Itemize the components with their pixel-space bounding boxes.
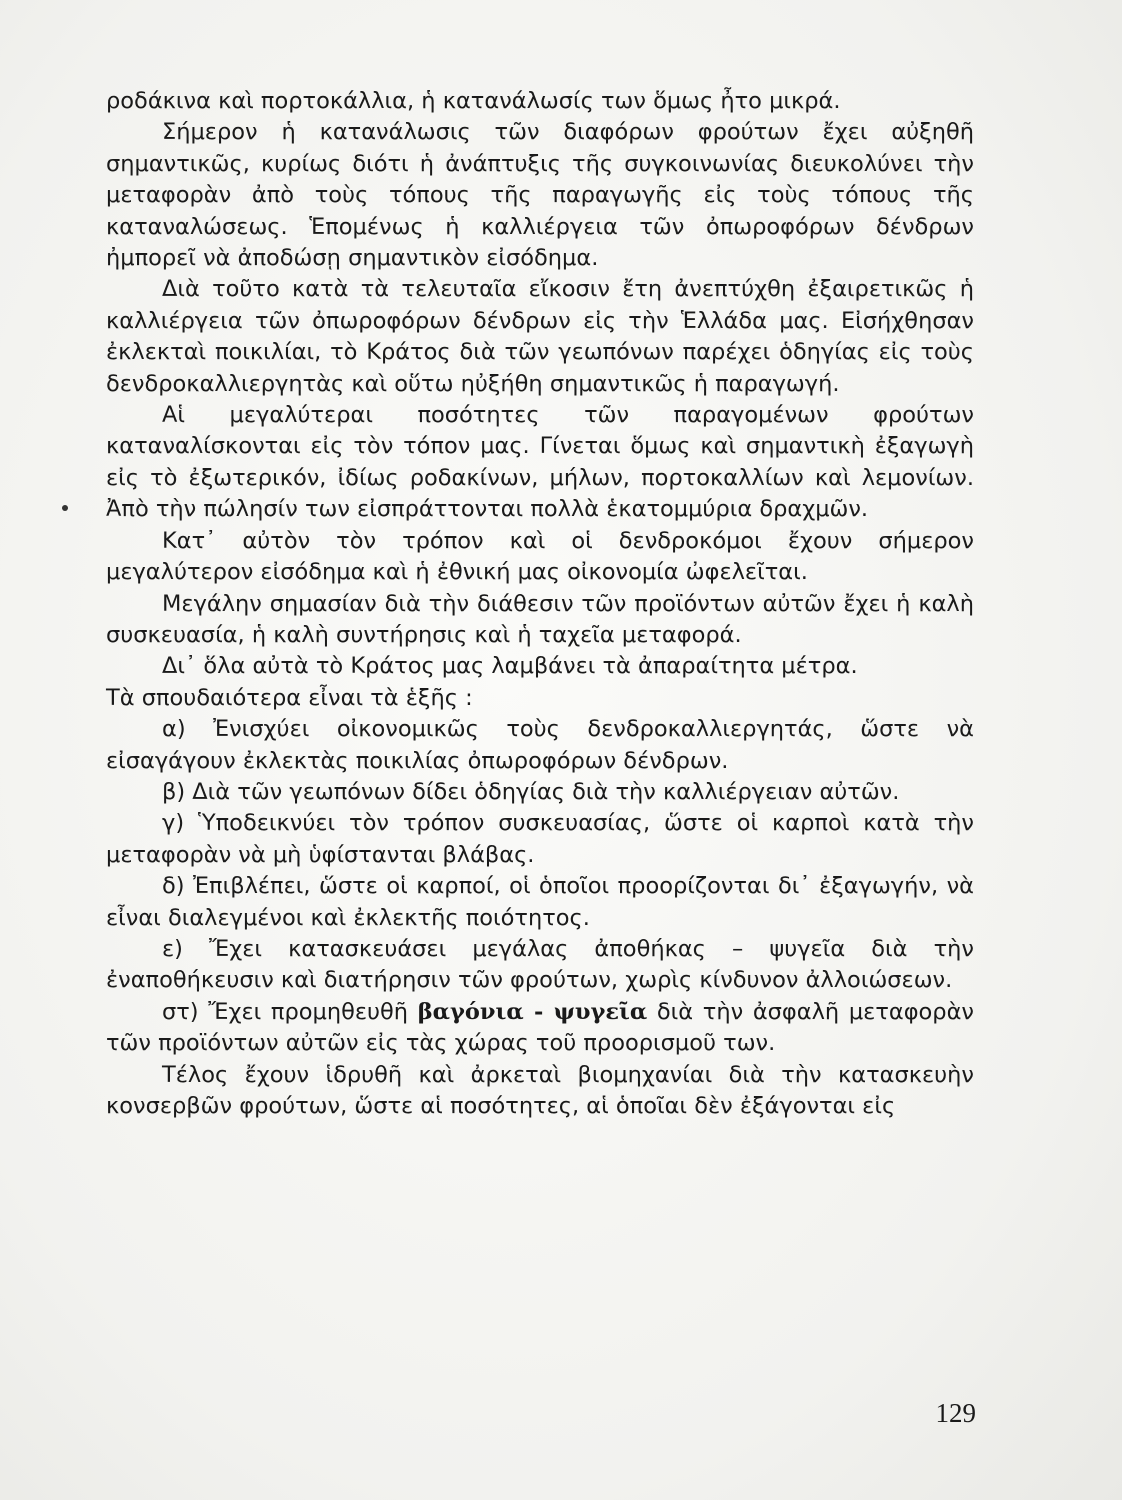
list-item-c: γ) Ὑποδεικνύει τὸν τρόπον συσκευασίας, ὥστε οἱ καρποὶ κατὰ τὴν μεταφορὰν νὰ μὴ ὑφίστανται βλάβας. (106, 810, 974, 868)
paragraph-canneries: Τέλος ἔχουν ἱδρυθῆ καὶ ἀρκεταὶ βιομηχανίαι διὰ τὴν κατασκευὴν κονσερβῶν φρούτων, ὥστε αἱ ποσότητες, αἱ ὁποῖαι δὲν ἐξάγονται εἰς (106, 1061, 974, 1119)
list-item-st (106, 997, 974, 1060)
list-item-a: α) Ἐνισχύει οἰκονομικῶς τοὺς δενδροκαλλιεργητάς, ὥστε νὰ εἰσαγάγουν ἐκλεκτὰς ποικιλίας ὀπωροφόρων δένδρων. (106, 716, 974, 774)
paragraph-exports: Αἱ μεγαλύτεραι ποσότητες τῶν παραγομένων φρούτων καταναλίσκονται εἰς τὸν τόπον μας. Γίνεται ὅμως καὶ σημαντικὴ ἐξαγωγὴ εἰς τὸ ἐξωτερικόν, ἰδίως ροδακίνων, μήλων, πορτοκαλλίων καὶ λεμονίων. Ἀπὸ τὴν πώλησίν των εἰσπράττονται πολλὰ ἑκατομμύρια δραχμῶν. (106, 402, 974, 523)
page-body-text (106, 86, 974, 1122)
paragraph-list-intro: Τὰ σπουδαιότερα εἶναι τὰ ἑξῆς : (106, 684, 473, 711)
paragraph-consumption: Σήμερον ἡ κατανάλωσις τῶν διαφόρων φρούτων ἔχει αὐξηθῆ σημαντικῶς, κυρίως διότι ἡ ἀνάπτυξις τῆς συγκοινωνίας διευκολύνει τὴν μεταφορὰν ἀπὸ τοὺς τόπους τῆς παραγωγῆς εἰς τοὺς τόπους τῆς καταναλώσεως. Ἑπομένως ἡ καλλιέργεια τῶν ὀπωροφόρων δένδρων ἠμπορεῖ νὰ ἀποδώσῃ σημαντικὸν εἰσόδημα. (106, 119, 974, 272)
list-item-e: ε) Ἔχει κατασκευάσει μεγάλας ἀποθήκας – ψυγεῖα διὰ τὴν ἐναποθήκευσιν καὶ διατήρησιν τῶν φρούτων, χωρὶς κίνδυνον ἀλλοιώσεων. (106, 935, 974, 994)
list-item-d: δ) Ἐπιβλέπει, ὥστε οἱ καρποί, οἱ ὁποῖοι προορίζονται δι᾽ ἐξαγωγήν, νὰ εἶναι διαλεγμένοι καὶ ἐκλεκτῆς ποιότητος. (106, 873, 974, 931)
paragraph-income: Κατ᾽ αὐτὸν τὸν τρόπον καὶ οἱ δενδροκόμοι ἔχουν σήμερον μεγαλύτερον εἰσόδημα καὶ ἡ ἐθνική μας οἰκονομία ὠφελεῖται. (106, 527, 974, 586)
paragraph-state-measures: Δι᾽ ὅλα αὐτὰ τὸ Κράτος μας λαμβάνει τὰ ἀπαραίτητα μέτρα. (162, 653, 858, 680)
list-item-st-bold-term: βαγόνια - ψυγεῖα (417, 998, 648, 1025)
paragraph-packaging: Μεγάλην σημασίαν διὰ τὴν διάθεσιν τῶν προϊόντων αὐτῶν ἔχει ἡ καλὴ συσκευασία, ἡ καλὴ συντήρησις καὶ ἡ ταχεῖα μεταφορά. (106, 590, 974, 648)
paragraph-cultivation-growth: Διὰ τοῦτο κατὰ τὰ τελευταῖα εἴκοσιν ἔτη ἀνεπτύχθη ἐξαιρετικῶς ἡ καλλιέργεια τῶν ὀπωροφόρων δένδρων εἰς τὴν Ἑλλάδα μας. Εἰσήχθησαν ἐκλεκταὶ ποικιλίαι, τὸ Κράτος διὰ τῶν γεωπόνων παρέχει ὁδηγίας εἰς τοὺς δενδροκαλλιεργητὰς καὶ οὕτω ηὐξήθη σημαντικῶς ἡ παραγωγή. (106, 276, 974, 397)
stray-ink-dot (62, 505, 68, 511)
list-item-b: β) Διὰ τῶν γεωπόνων δίδει ὁδηγίας διὰ τὴν καλλιέργειαν αὐτῶν. (162, 778, 900, 805)
list-item-st-end: διὰ τὴν ἀσφαλῆ μεταφορὰν τῶν προϊόντων αὐτῶν εἰς τὰς χώρας τοῦ προορισμοῦ των. (106, 998, 974, 1057)
paragraph-continued: ροδάκινα καὶ πορτοκάλλια, ἡ κατανάλωσίς των ὅμως ἦτο μικρά. (106, 88, 841, 114)
page-number: 129 (935, 1398, 976, 1428)
list-item-st-start: στ) Ἔχει προμηθευθῆ (162, 998, 418, 1025)
